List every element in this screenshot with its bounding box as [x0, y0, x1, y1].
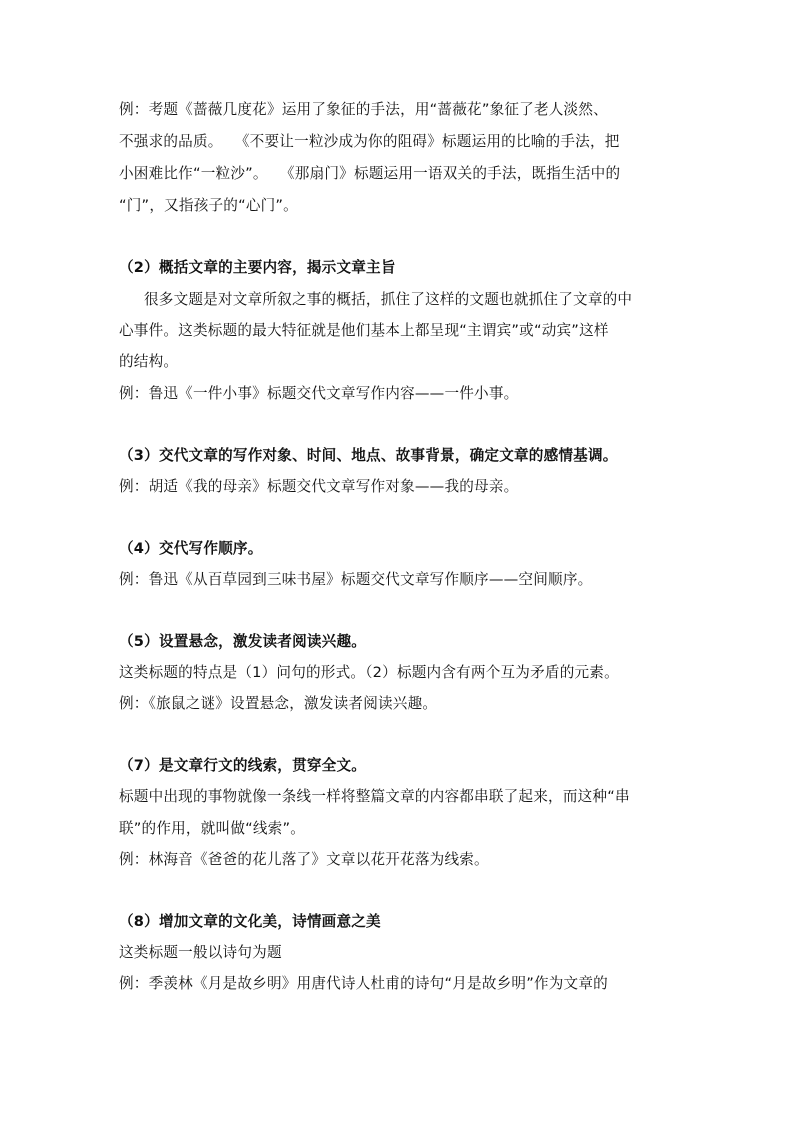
- paragraph-line: 联”的作用，就叫做“线索”。: [119, 820, 306, 837]
- section-heading-5: （5）设置悬念，激发读者阅读兴趣。: [119, 633, 367, 650]
- example-line: 小困难比作“一粒沙”。 《那扇门》标题运用一语双关的手法，既指生活中的: [119, 165, 621, 182]
- paragraph-line: 这类标题一般以诗句为题: [119, 944, 282, 961]
- section-heading-4: （4）交代写作顺序。: [119, 540, 263, 557]
- example-line: 例：鲁迅《一件小事》标题交代文章写作内容——一件小事。: [119, 385, 519, 402]
- example-line: 不强求的品质。 《不要让一粒沙成为你的阻碍》标题运用的比喻的手法，把: [119, 133, 620, 150]
- example-line: 例：季羡林《月是故乡明》用唐代诗人杜甫的诗句“月是故乡明”作为文章的: [119, 975, 608, 992]
- example-line: 例：胡适《我的母亲》标题交代文章写作对象——我的母亲。: [119, 478, 519, 495]
- paragraph-line: 的结构。: [119, 353, 179, 370]
- section-heading-8: （8）增加文章的文化美，诗情画意之美: [119, 913, 381, 930]
- section-heading-2: （2）概括文章的主要内容，揭示文章主旨: [119, 259, 396, 276]
- paragraph-line: 标题中出现的事物就像一条线一样将整篇文章的内容都串联了起来，而这种“串: [119, 788, 630, 805]
- paragraph-line: 很多文题是对文章所叙之事的概括，抓住了这样的文题也就抓住了文章的中: [144, 291, 633, 308]
- example-line: 例：考题《蔷薇几度花》运用了象征的手法，用“蔷薇花”象征了老人淡然、: [119, 101, 608, 118]
- paragraph-line: 心事件。这类标题的最大特征就是他们基本上都呈现“主谓宾”或“动宾”这样: [119, 322, 609, 339]
- example-line: 例：《旅鼠之谜》设置悬念，激发读者阅读兴趣。: [119, 695, 438, 712]
- section-heading-3: （3）交代文章的写作对象、时间、地点、故事背景，确定文章的感情基调。: [119, 447, 618, 464]
- section-heading-7: （7）是文章行文的线索，贯穿全文。: [119, 757, 367, 774]
- paragraph-line: 这类标题的特点是（1）问句的形式。（2）标题内含有两个互为矛盾的元素。: [119, 664, 619, 681]
- example-line: 例：林海音《爸爸的花儿落了》文章以花开花落为线索。: [119, 851, 489, 868]
- example-line: 例：鲁迅《从百草园到三味书屋》标题交代文章写作顺序——空间顺序。: [119, 571, 593, 588]
- example-line: “门”，又指孩子的“心门”。: [119, 197, 298, 214]
